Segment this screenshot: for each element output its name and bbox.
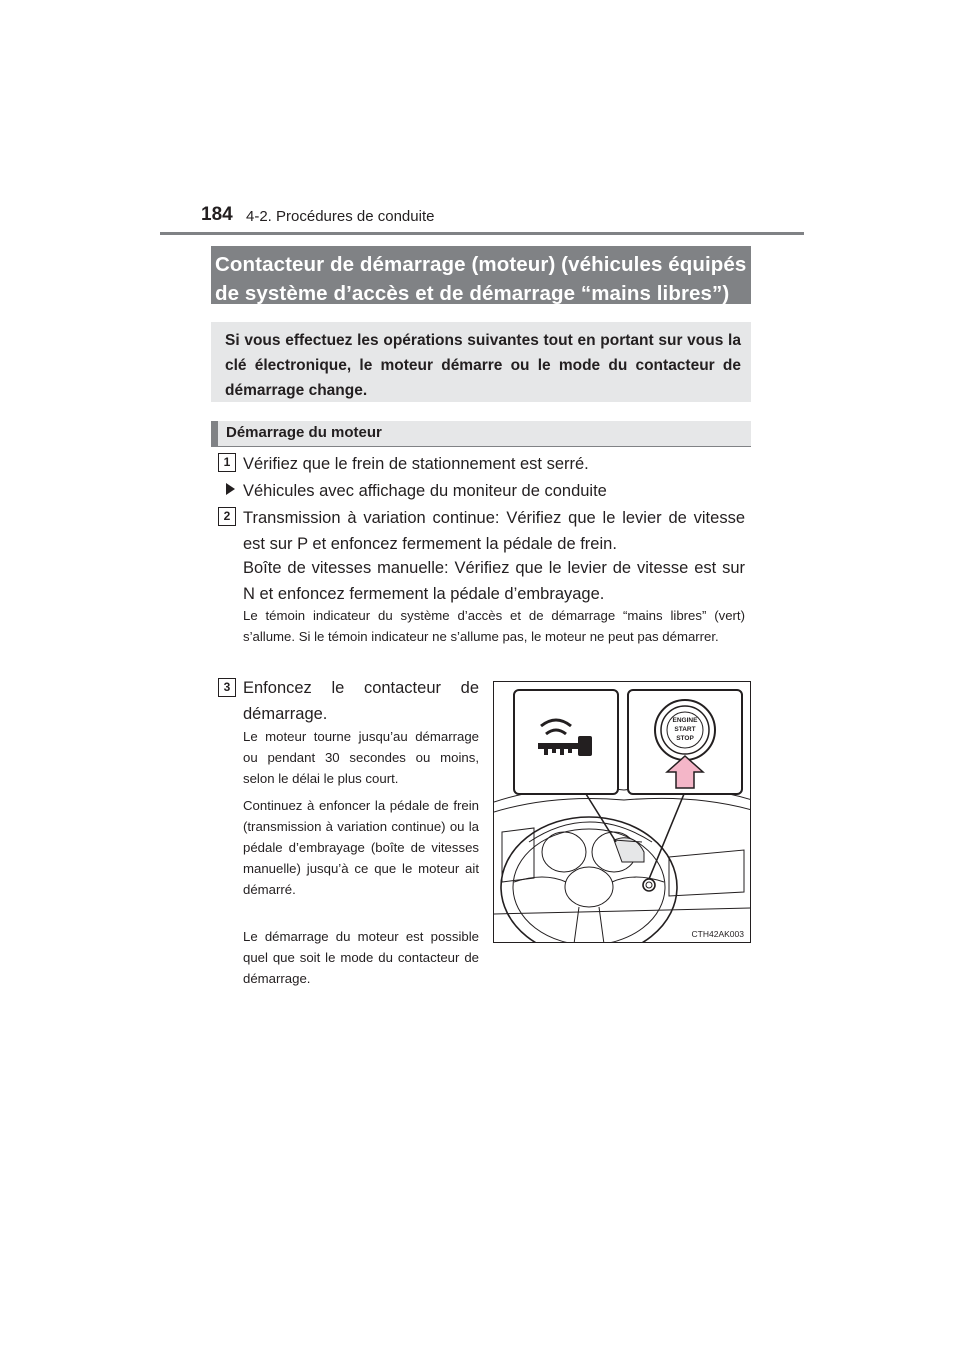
intro-text: Si vous effectuez les opérations suivantes tout en portant sur vous la clé électronique, le moteur démarre ou le mode du contacteur de démarrage change. (225, 332, 741, 399)
button-label-start: START (674, 726, 696, 733)
step-number-3: 3 (218, 678, 236, 697)
subheading: Démarrage du moteur (211, 421, 751, 447)
step-3-text: Enfoncez le contacteur de démarrage. (243, 679, 479, 723)
step-2-text-b: Boîte de vitesses manuelle: Vérifiez que le levier de vitesse est sur N et enfoncez fermement la pédale d’embrayage. (243, 559, 745, 603)
page-number: 184 (201, 204, 233, 225)
step-2-text-a: Transmission à variation continue: Vérifiez que le levier de vitesse est sur P et enfoncez fermement la pédale de frein. (243, 509, 745, 553)
section-title (211, 246, 751, 304)
title-line-1: Contacteur de démarrage (moteur) (véhicules équipés (215, 253, 747, 276)
button-label-engine: ENGINE (672, 717, 698, 724)
dashboard-drawing (494, 682, 751, 943)
step-number-1: 1 (218, 453, 236, 472)
intro-box (211, 322, 751, 402)
step-1-text: Vérifiez que le frein de stationnement est serré. (243, 455, 589, 473)
figure-code: CTH42AK003 (691, 929, 744, 939)
dashboard-illustration (493, 681, 751, 943)
step-3-note-2: Continuez à enfoncer la pédale de frein (transmission à variation continue) ou la pédale d’embrayage (boîte de vitesses manuelle) jusqu’à ce que le moteur ait démarré. (243, 798, 479, 897)
bullet-item (226, 481, 607, 501)
bullet-text: Véhicules avec affichage du moniteur de conduite (243, 482, 607, 500)
step-3-note-1: Le moteur tourne jusqu’au démarrage ou pendant 30 secondes ou moins, selon le délai le plus court. (243, 729, 479, 786)
step-2-note: Le témoin indicateur du système d’accès et de démarrage “mains libres” (vert) s’allume. Si le témoin indicateur ne s’allume pas, le moteur ne peut pas démarrer. (243, 608, 745, 644)
button-label-stop: STOP (676, 735, 694, 742)
section-reference: 4-2. Procédures de conduite (246, 208, 435, 225)
subheading-rule (211, 446, 751, 447)
header-rule (160, 232, 804, 235)
step-3-note-3: Le démarrage du moteur est possible quel que soit le mode du contacteur de démarrage. (243, 929, 479, 986)
title-line-2: de système d’accès et de démarrage “mains libres”) (215, 282, 730, 304)
bullet-triangle-icon (226, 483, 235, 495)
step-number-2: 2 (218, 507, 236, 526)
